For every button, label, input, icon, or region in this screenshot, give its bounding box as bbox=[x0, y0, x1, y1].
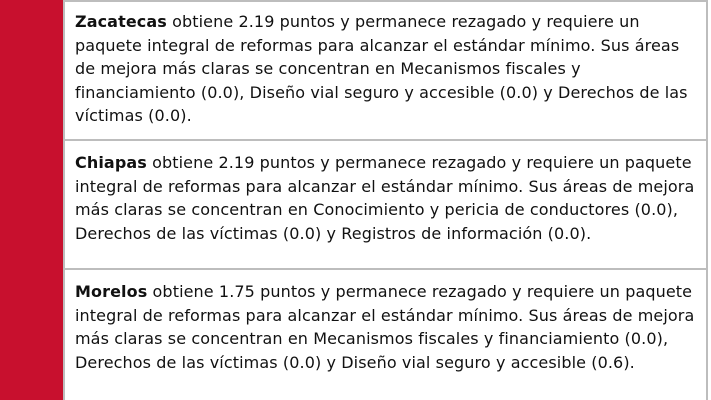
table-cell bbox=[63, 270, 708, 400]
row-paragraph bbox=[75, 151, 700, 245]
row-color-band bbox=[0, 0, 63, 141]
row-color-band bbox=[0, 141, 63, 270]
state-name: Morelos bbox=[75, 282, 148, 301]
table-row bbox=[0, 270, 711, 400]
table-cell bbox=[63, 141, 708, 270]
row-paragraph bbox=[75, 10, 700, 128]
state-name: Zacatecas bbox=[75, 12, 167, 31]
state-name: Chiapas bbox=[75, 153, 147, 172]
table-row bbox=[0, 141, 711, 270]
state-description: obtiene 2.19 puntos y permanece rezagado y requiere un paquete integral de reformas para alcanzar el estándar mínimo. Sus áreas de mejora más claras se concentran en Mecanismos fiscales y financiamiento (0.0), Diseño vial seguro y accesible (0.0) y Derechos de las víctimas (0.0). bbox=[75, 12, 688, 125]
row-paragraph bbox=[75, 280, 700, 374]
row-color-band bbox=[0, 270, 63, 400]
table-cell bbox=[63, 0, 708, 141]
state-description: obtiene 1.75 puntos y permanece rezagado y requiere un paquete integral de reformas para alcanzar el estándar mínimo. Sus áreas de mejora más claras se concentran en Mecanismos fiscales y financiamiento (0.0), Derechos de las víctimas (0.0) y Diseño vial seguro y accesible (0.6). bbox=[75, 282, 695, 372]
state-description: obtiene 2.19 puntos y permanece rezagado y requiere un paquete integral de reformas para alcanzar el estándar mínimo. Sus áreas de mejora más claras se concentran en Conocimiento y pericia de conductores (0.0), Derechos de las víctimas (0.0) y Registros de información (0.0). bbox=[75, 153, 695, 243]
table-row bbox=[0, 0, 711, 141]
